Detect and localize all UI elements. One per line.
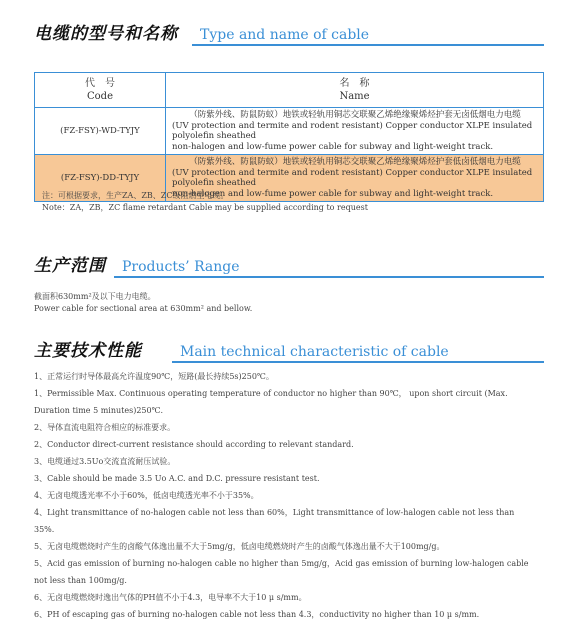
section-underline <box>192 44 544 46</box>
header-code <box>35 73 166 108</box>
note-en: Note：ZA，ZB，ZC flame retardant Cable may be supplied according to request <box>42 203 368 212</box>
cable-code: (FZ-FSY)-WD-TYJY <box>35 108 166 155</box>
tech-line: 6、无卤电缆燃烧时逸出气体的PH值不小于4.3，电导率不大于10 μ s/mm。 <box>34 593 307 602</box>
table-row <box>35 108 544 155</box>
table-header-row <box>35 73 544 108</box>
flame-retardant-note <box>42 190 552 214</box>
cable-description-en: (UV protection and termite and rodent resistant) Copper conductor XLPE insulated polyolefin sheathed <box>172 167 533 188</box>
tech-line: 1、Permissible Max. Continuous operating temperature of conductor no higher than 90℃， upon short circuit (Max. <box>34 389 508 398</box>
section-header-products-range <box>34 252 544 278</box>
header-name <box>166 73 544 108</box>
tech-line: 3、电缆通过3.5Uo交流直流耐压试验。 <box>34 457 176 466</box>
cable-code: (FZ-FSY)-DD-TYJY <box>35 155 166 202</box>
tech-line: 1、正常运行时导体最高允许温度90℃，短路(最长持续5s)250℃。 <box>34 372 274 381</box>
cable-description-en: non-halogen and low-fume power cable for subway and light-weight track. <box>172 141 494 152</box>
tech-line: 3、Cable should be made 3.5 Uo A.C. and D.C. pressure resistant test. <box>34 474 320 483</box>
section-title-cn: 生产范围 <box>34 256 106 276</box>
range-en: Power cable for sectional area at 630mm² and bellow. <box>34 304 253 313</box>
header-name-cn: 名 称 <box>339 78 370 89</box>
cable-description-cn: （防紫外线、防鼠防蚁）地铁或轻轨用铜芯交联聚乙烯绝缘聚烯烃护套低卤低烟电力电缆 <box>189 157 521 167</box>
header-code-en: Code <box>87 91 113 102</box>
technical-characteristics-list <box>34 368 534 623</box>
tech-line: 6、PH of escaping gas of burning no-halogen cable not less than 4.3，conductivity no higher than 10 μ s/mm. <box>34 610 480 619</box>
tech-line: 4、无卤电缆透光率不小于60%，低卤电缆透光率不小于35%。 <box>34 491 259 500</box>
tech-line: 2、导体直流电阻符合相应的标准要求。 <box>34 423 176 432</box>
tech-line: 2、Conductor direct-current resistance should according to relevant standard. <box>34 440 354 449</box>
section-header-type-name <box>34 20 544 46</box>
section-title-en: Main technical characteristic of cable <box>180 344 449 360</box>
section-underline <box>114 276 544 278</box>
section-title-en: Type and name of cable <box>200 27 370 43</box>
note-cn: 注：可根据要求，生产ZA、ZB、ZC级阻燃型电缆。 <box>42 191 229 200</box>
cable-type-table <box>34 72 544 202</box>
section-title-cn: 电缆的型号和名称 <box>34 24 178 44</box>
section-title-cn: 主要技术性能 <box>34 341 142 361</box>
cable-description-cn: （防紫外线、防鼠防蚁）地铁或轻轨用铜芯交联聚乙烯绝缘聚烯烃护套无卤低烟电力电缆 <box>189 110 521 120</box>
products-range-text <box>34 291 544 315</box>
header-name-en: Name <box>339 91 370 102</box>
section-header-technical <box>34 337 544 363</box>
tech-line: 5、无卤电缆燃烧时产生的卤酸气体逸出量不大于5mg/g，低卤电缆燃烧时产生的卤酸气体逸出量不大于100mg/g。 <box>34 542 445 551</box>
tech-line: not less than 100mg/g. <box>34 576 127 585</box>
tech-line: 5、Acid gas emission of burning no-halogen cable no higher than 5mg/g，Acid gas emission of burning low-halogen cable <box>34 559 529 568</box>
header-code-cn: 代 号 <box>85 78 115 89</box>
cable-description-en: (UV protection and termite and rodent resistant) Copper conductor XLPE insulated polyolefin sheathed <box>172 120 533 141</box>
section-title-en: Products’ Range <box>122 259 240 275</box>
tech-line: Duration time 5 minutes)250℃. <box>34 406 164 415</box>
cable-description-en: non-halogen and low-fume power cable for subway and light-weight track. <box>172 188 494 199</box>
section-underline <box>172 361 544 363</box>
tech-line: 4、Light transmittance of no-halogen cable not less than 60%，Light transmittance of low-halogen cable not less than 35%. <box>34 508 515 534</box>
cable-description <box>166 108 544 155</box>
range-cn: 截面积630mm²及以下电力电缆。 <box>34 292 156 301</box>
